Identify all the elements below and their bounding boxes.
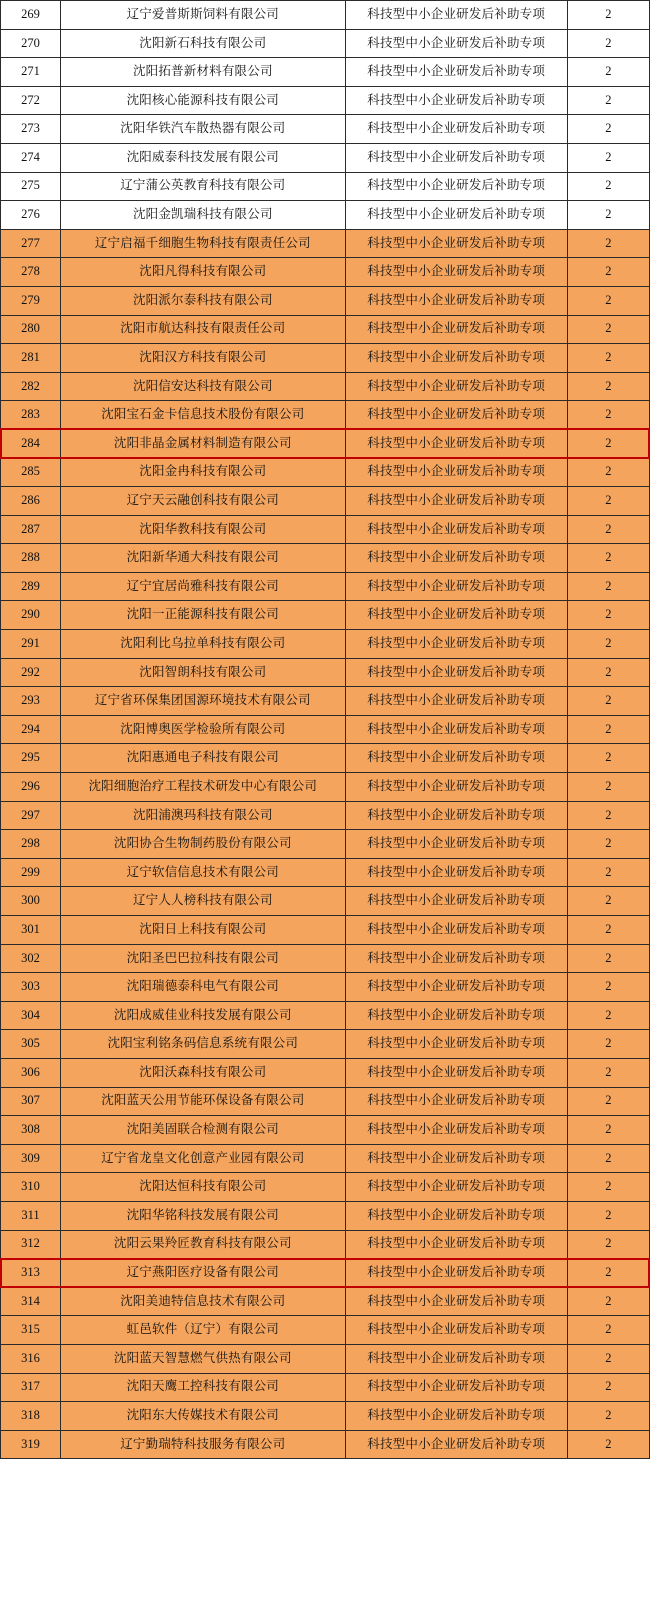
cell-index: 301 xyxy=(1,916,61,945)
cell-index: 307 xyxy=(1,1087,61,1116)
cell-count: 2 xyxy=(567,572,649,601)
cell-company-name: 沈阳惠通电子科技有限公司 xyxy=(61,744,345,773)
cell-index: 271 xyxy=(1,58,61,87)
cell-company-name: 沈阳凡得科技有限公司 xyxy=(61,258,345,287)
cell-count: 2 xyxy=(567,1173,649,1202)
cell-company-name: 沈阳智朗科技有限公司 xyxy=(61,658,345,687)
cell-program-name: 科技型中小企业研发后补助专项 xyxy=(345,1144,567,1173)
cell-count: 2 xyxy=(567,973,649,1002)
table-row xyxy=(1,744,650,773)
cell-company-name: 沈阳华教科技有限公司 xyxy=(61,515,345,544)
cell-program-name: 科技型中小企业研发后补助专项 xyxy=(345,715,567,744)
cell-program-name: 科技型中小企业研发后补助专项 xyxy=(345,429,567,458)
table-row xyxy=(1,58,650,87)
cell-program-name: 科技型中小企业研发后补助专项 xyxy=(345,1058,567,1087)
cell-count: 2 xyxy=(567,58,649,87)
cell-count: 2 xyxy=(567,1402,649,1431)
table-row xyxy=(1,916,650,945)
cell-index: 287 xyxy=(1,515,61,544)
cell-index: 281 xyxy=(1,344,61,373)
cell-company-name: 沈阳云果羚匠教育科技有限公司 xyxy=(61,1230,345,1259)
cell-count: 2 xyxy=(567,429,649,458)
table-row xyxy=(1,344,650,373)
cell-program-name: 科技型中小企业研发后补助专项 xyxy=(345,515,567,544)
cell-company-name: 辽宁勤瑞特科技服务有限公司 xyxy=(61,1430,345,1459)
cell-company-name: 辽宁宜居尚雅科技有限公司 xyxy=(61,572,345,601)
cell-index: 293 xyxy=(1,687,61,716)
cell-index: 290 xyxy=(1,601,61,630)
cell-company-name: 沈阳沃森科技有限公司 xyxy=(61,1058,345,1087)
cell-company-name: 辽宁人人榜科技有限公司 xyxy=(61,887,345,916)
cell-company-name: 沈阳日上科技有限公司 xyxy=(61,916,345,945)
cell-index: 284 xyxy=(1,429,61,458)
cell-program-name: 科技型中小企业研发后补助专项 xyxy=(345,658,567,687)
cell-count: 2 xyxy=(567,801,649,830)
cell-count: 2 xyxy=(567,1287,649,1316)
cell-count: 2 xyxy=(567,401,649,430)
cell-count: 2 xyxy=(567,115,649,144)
cell-program-name: 科技型中小企业研发后补助专项 xyxy=(345,344,567,373)
cell-count: 2 xyxy=(567,1259,649,1288)
table-row xyxy=(1,229,650,258)
cell-company-name: 沈阳一正能源科技有限公司 xyxy=(61,601,345,630)
table-row xyxy=(1,658,650,687)
cell-index: 289 xyxy=(1,572,61,601)
table-row xyxy=(1,115,650,144)
table-row xyxy=(1,1087,650,1116)
cell-index: 297 xyxy=(1,801,61,830)
table-row xyxy=(1,1030,650,1059)
cell-count: 2 xyxy=(567,258,649,287)
table-row xyxy=(1,1173,650,1202)
cell-index: 311 xyxy=(1,1201,61,1230)
cell-program-name: 科技型中小企业研发后补助专项 xyxy=(345,773,567,802)
cell-company-name: 沈阳核心能源科技有限公司 xyxy=(61,86,345,115)
cell-index: 294 xyxy=(1,715,61,744)
cell-index: 299 xyxy=(1,858,61,887)
table-row xyxy=(1,315,650,344)
cell-count: 2 xyxy=(567,143,649,172)
table-row xyxy=(1,687,650,716)
cell-count: 2 xyxy=(567,1373,649,1402)
cell-company-name: 沈阳新华通大科技有限公司 xyxy=(61,544,345,573)
cell-index: 285 xyxy=(1,458,61,487)
table-row xyxy=(1,944,650,973)
table-row xyxy=(1,715,650,744)
cell-index: 277 xyxy=(1,229,61,258)
cell-program-name: 科技型中小企业研发后补助专项 xyxy=(345,258,567,287)
table-row xyxy=(1,830,650,859)
cell-company-name: 沈阳细胞治疗工程技术研发中心有限公司 xyxy=(61,773,345,802)
cell-program-name: 科技型中小企业研发后补助专项 xyxy=(345,1230,567,1259)
cell-index: 270 xyxy=(1,29,61,58)
cell-count: 2 xyxy=(567,1230,649,1259)
cell-index: 273 xyxy=(1,115,61,144)
cell-program-name: 科技型中小企业研发后补助专项 xyxy=(345,1116,567,1145)
cell-company-name: 沈阳协合生物制药股份有限公司 xyxy=(61,830,345,859)
cell-index: 292 xyxy=(1,658,61,687)
cell-count: 2 xyxy=(567,229,649,258)
cell-count: 2 xyxy=(567,172,649,201)
cell-program-name: 科技型中小企业研发后补助专项 xyxy=(345,86,567,115)
table-row xyxy=(1,1230,650,1259)
table-row xyxy=(1,1058,650,1087)
cell-count: 2 xyxy=(567,858,649,887)
table-row xyxy=(1,487,650,516)
cell-company-name: 辽宁蒲公英教育科技有限公司 xyxy=(61,172,345,201)
cell-count: 2 xyxy=(567,1201,649,1230)
table-row xyxy=(1,1287,650,1316)
table-row xyxy=(1,1144,650,1173)
cell-index: 276 xyxy=(1,201,61,230)
cell-index: 315 xyxy=(1,1316,61,1345)
table-row xyxy=(1,1316,650,1345)
table-row xyxy=(1,143,650,172)
cell-index: 279 xyxy=(1,286,61,315)
cell-program-name: 科技型中小企业研发后补助专项 xyxy=(345,1030,567,1059)
table-row xyxy=(1,1373,650,1402)
table-row xyxy=(1,372,650,401)
cell-company-name: 沈阳宝石金卡信息技术股份有限公司 xyxy=(61,401,345,430)
cell-program-name: 科技型中小企业研发后补助专项 xyxy=(345,143,567,172)
cell-program-name: 科技型中小企业研发后补助专项 xyxy=(345,544,567,573)
cell-company-name: 沈阳瑞德泰科电气有限公司 xyxy=(61,973,345,1002)
cell-company-name: 辽宁天云融创科技有限公司 xyxy=(61,487,345,516)
cell-index: 272 xyxy=(1,86,61,115)
cell-index: 318 xyxy=(1,1402,61,1431)
cell-count: 2 xyxy=(567,830,649,859)
cell-index: 286 xyxy=(1,487,61,516)
cell-index: 319 xyxy=(1,1430,61,1459)
cell-program-name: 科技型中小企业研发后补助专项 xyxy=(345,458,567,487)
cell-count: 2 xyxy=(567,1116,649,1145)
table-row xyxy=(1,858,650,887)
table-row xyxy=(1,630,650,659)
cell-index: 306 xyxy=(1,1058,61,1087)
cell-program-name: 科技型中小企业研发后补助专项 xyxy=(345,944,567,973)
table-row xyxy=(1,86,650,115)
cell-count: 2 xyxy=(567,458,649,487)
cell-program-name: 科技型中小企业研发后补助专项 xyxy=(345,887,567,916)
table-row xyxy=(1,258,650,287)
table-row xyxy=(1,973,650,1002)
cell-company-name: 沈阳美固联合检测有限公司 xyxy=(61,1116,345,1145)
cell-program-name: 科技型中小企业研发后补助专项 xyxy=(345,601,567,630)
cell-program-name: 科技型中小企业研发后补助专项 xyxy=(345,201,567,230)
cell-company-name: 虹邑软件（辽宁）有限公司 xyxy=(61,1316,345,1345)
cell-count: 2 xyxy=(567,1001,649,1030)
cell-company-name: 沈阳圣巴巴拉科技有限公司 xyxy=(61,944,345,973)
table-row xyxy=(1,29,650,58)
cell-program-name: 科技型中小企业研发后补助专项 xyxy=(345,1402,567,1431)
cell-count: 2 xyxy=(567,630,649,659)
cell-count: 2 xyxy=(567,1144,649,1173)
cell-count: 2 xyxy=(567,601,649,630)
cell-index: 316 xyxy=(1,1344,61,1373)
table-row xyxy=(1,1430,650,1459)
cell-count: 2 xyxy=(567,1087,649,1116)
table-row xyxy=(1,1201,650,1230)
cell-program-name: 科技型中小企业研发后补助专项 xyxy=(345,286,567,315)
cell-count: 2 xyxy=(567,1,649,30)
cell-index: 288 xyxy=(1,544,61,573)
cell-count: 2 xyxy=(567,86,649,115)
cell-program-name: 科技型中小企业研发后补助专项 xyxy=(345,916,567,945)
cell-index: 309 xyxy=(1,1144,61,1173)
table-row xyxy=(1,429,650,458)
cell-program-name: 科技型中小企业研发后补助专项 xyxy=(345,1259,567,1288)
cell-company-name: 沈阳派尔泰科技有限公司 xyxy=(61,286,345,315)
cell-index: 314 xyxy=(1,1287,61,1316)
cell-program-name: 科技型中小企业研发后补助专项 xyxy=(345,801,567,830)
cell-index: 269 xyxy=(1,1,61,30)
table-row xyxy=(1,201,650,230)
cell-count: 2 xyxy=(567,944,649,973)
cell-program-name: 科技型中小企业研发后补助专项 xyxy=(345,401,567,430)
cell-company-name: 辽宁燕阳医疗设备有限公司 xyxy=(61,1259,345,1288)
cell-company-name: 沈阳东大传媒技术有限公司 xyxy=(61,1402,345,1431)
cell-program-name: 科技型中小企业研发后补助专项 xyxy=(345,744,567,773)
cell-program-name: 科技型中小企业研发后补助专项 xyxy=(345,1316,567,1345)
cell-company-name: 沈阳浦澳玛科技有限公司 xyxy=(61,801,345,830)
cell-index: 302 xyxy=(1,944,61,973)
cell-count: 2 xyxy=(567,887,649,916)
cell-company-name: 沈阳拓普新材料有限公司 xyxy=(61,58,345,87)
cell-count: 2 xyxy=(567,1030,649,1059)
cell-company-name: 沈阳汉方科技有限公司 xyxy=(61,344,345,373)
cell-company-name: 沈阳威泰科技发展有限公司 xyxy=(61,143,345,172)
cell-program-name: 科技型中小企业研发后补助专项 xyxy=(345,229,567,258)
cell-index: 298 xyxy=(1,830,61,859)
table-row xyxy=(1,544,650,573)
cell-program-name: 科技型中小企业研发后补助专项 xyxy=(345,572,567,601)
table-row xyxy=(1,458,650,487)
cell-program-name: 科技型中小企业研发后补助专项 xyxy=(345,315,567,344)
cell-company-name: 沈阳成威佳业科技发展有限公司 xyxy=(61,1001,345,1030)
cell-count: 2 xyxy=(567,687,649,716)
cell-program-name: 科技型中小企业研发后补助专项 xyxy=(345,1001,567,1030)
cell-count: 2 xyxy=(567,1316,649,1345)
cell-count: 2 xyxy=(567,773,649,802)
cell-count: 2 xyxy=(567,1058,649,1087)
cell-index: 280 xyxy=(1,315,61,344)
cell-company-name: 沈阳美迪特信息技术有限公司 xyxy=(61,1287,345,1316)
cell-program-name: 科技型中小企业研发后补助专项 xyxy=(345,1344,567,1373)
table-row xyxy=(1,773,650,802)
cell-program-name: 科技型中小企业研发后补助专项 xyxy=(345,973,567,1002)
cell-count: 2 xyxy=(567,515,649,544)
cell-company-name: 沈阳宝利铭条码信息系统有限公司 xyxy=(61,1030,345,1059)
table-row xyxy=(1,172,650,201)
cell-count: 2 xyxy=(567,1344,649,1373)
cell-index: 312 xyxy=(1,1230,61,1259)
cell-count: 2 xyxy=(567,658,649,687)
cell-program-name: 科技型中小企业研发后补助专项 xyxy=(345,1430,567,1459)
cell-index: 304 xyxy=(1,1001,61,1030)
cell-company-name: 沈阳天鹰工控科技有限公司 xyxy=(61,1373,345,1402)
cell-company-name: 沈阳金凯瑞科技有限公司 xyxy=(61,201,345,230)
cell-index: 317 xyxy=(1,1373,61,1402)
cell-program-name: 科技型中小企业研发后补助专项 xyxy=(345,172,567,201)
table-row xyxy=(1,601,650,630)
table-row xyxy=(1,1259,650,1288)
cell-program-name: 科技型中小企业研发后补助专项 xyxy=(345,630,567,659)
table-row xyxy=(1,887,650,916)
cell-index: 291 xyxy=(1,630,61,659)
cell-index: 275 xyxy=(1,172,61,201)
cell-index: 305 xyxy=(1,1030,61,1059)
cell-index: 283 xyxy=(1,401,61,430)
cell-program-name: 科技型中小企业研发后补助专项 xyxy=(345,372,567,401)
cell-program-name: 科技型中小企业研发后补助专项 xyxy=(345,687,567,716)
cell-program-name: 科技型中小企业研发后补助专项 xyxy=(345,487,567,516)
table-row xyxy=(1,572,650,601)
cell-company-name: 沈阳新石科技有限公司 xyxy=(61,29,345,58)
table-row xyxy=(1,515,650,544)
cell-program-name: 科技型中小企业研发后补助专项 xyxy=(345,29,567,58)
cell-count: 2 xyxy=(567,744,649,773)
cell-program-name: 科技型中小企业研发后补助专项 xyxy=(345,858,567,887)
cell-program-name: 科技型中小企业研发后补助专项 xyxy=(345,1201,567,1230)
cell-company-name: 辽宁爱普斯斯饲料有限公司 xyxy=(61,1,345,30)
table-row xyxy=(1,801,650,830)
cell-program-name: 科技型中小企业研发后补助专项 xyxy=(345,1373,567,1402)
cell-index: 282 xyxy=(1,372,61,401)
cell-company-name: 沈阳蓝天公用节能环保设备有限公司 xyxy=(61,1087,345,1116)
table-row xyxy=(1,286,650,315)
cell-company-name: 沈阳达恒科技有限公司 xyxy=(61,1173,345,1202)
cell-company-name: 沈阳利比乌拉单科技有限公司 xyxy=(61,630,345,659)
cell-company-name: 辽宁省龙皇文化创意产业园有限公司 xyxy=(61,1144,345,1173)
cell-index: 278 xyxy=(1,258,61,287)
cell-program-name: 科技型中小企业研发后补助专项 xyxy=(345,1287,567,1316)
cell-index: 303 xyxy=(1,973,61,1002)
cell-count: 2 xyxy=(567,201,649,230)
cell-count: 2 xyxy=(567,315,649,344)
cell-company-name: 沈阳博奥医学检验所有限公司 xyxy=(61,715,345,744)
cell-company-name: 沈阳金冉科技有限公司 xyxy=(61,458,345,487)
table-row xyxy=(1,1402,650,1431)
cell-index: 310 xyxy=(1,1173,61,1202)
cell-company-name: 辽宁启福千细胞生物科技有限责任公司 xyxy=(61,229,345,258)
cell-index: 300 xyxy=(1,887,61,916)
cell-count: 2 xyxy=(567,487,649,516)
cell-company-name: 沈阳信安达科技有限公司 xyxy=(61,372,345,401)
cell-count: 2 xyxy=(567,544,649,573)
cell-company-name: 沈阳市航达科技有限责任公司 xyxy=(61,315,345,344)
cell-index: 313 xyxy=(1,1259,61,1288)
cell-count: 2 xyxy=(567,372,649,401)
cell-program-name: 科技型中小企业研发后补助专项 xyxy=(345,830,567,859)
table-row xyxy=(1,1,650,30)
cell-count: 2 xyxy=(567,29,649,58)
table-row xyxy=(1,1116,650,1145)
cell-count: 2 xyxy=(567,286,649,315)
cell-company-name: 沈阳华铭科技发展有限公司 xyxy=(61,1201,345,1230)
cell-index: 308 xyxy=(1,1116,61,1145)
cell-index: 274 xyxy=(1,143,61,172)
table-row xyxy=(1,1344,650,1373)
cell-company-name: 辽宁软信信息技术有限公司 xyxy=(61,858,345,887)
cell-count: 2 xyxy=(567,1430,649,1459)
cell-count: 2 xyxy=(567,916,649,945)
cell-company-name: 辽宁省环保集团国源环境技术有限公司 xyxy=(61,687,345,716)
cell-company-name: 沈阳非晶金属材料制造有限公司 xyxy=(61,429,345,458)
cell-count: 2 xyxy=(567,344,649,373)
cell-index: 295 xyxy=(1,744,61,773)
cell-index: 296 xyxy=(1,773,61,802)
cell-program-name: 科技型中小企业研发后补助专项 xyxy=(345,58,567,87)
cell-program-name: 科技型中小企业研发后补助专项 xyxy=(345,1,567,30)
table-row xyxy=(1,401,650,430)
cell-program-name: 科技型中小企业研发后补助专项 xyxy=(345,1087,567,1116)
cell-program-name: 科技型中小企业研发后补助专项 xyxy=(345,1173,567,1202)
cell-company-name: 沈阳华铁汽车散热器有限公司 xyxy=(61,115,345,144)
cell-program-name: 科技型中小企业研发后补助专项 xyxy=(345,115,567,144)
cell-company-name: 沈阳蓝天智慧燃气供热有限公司 xyxy=(61,1344,345,1373)
cell-count: 2 xyxy=(567,715,649,744)
table-row xyxy=(1,1001,650,1030)
